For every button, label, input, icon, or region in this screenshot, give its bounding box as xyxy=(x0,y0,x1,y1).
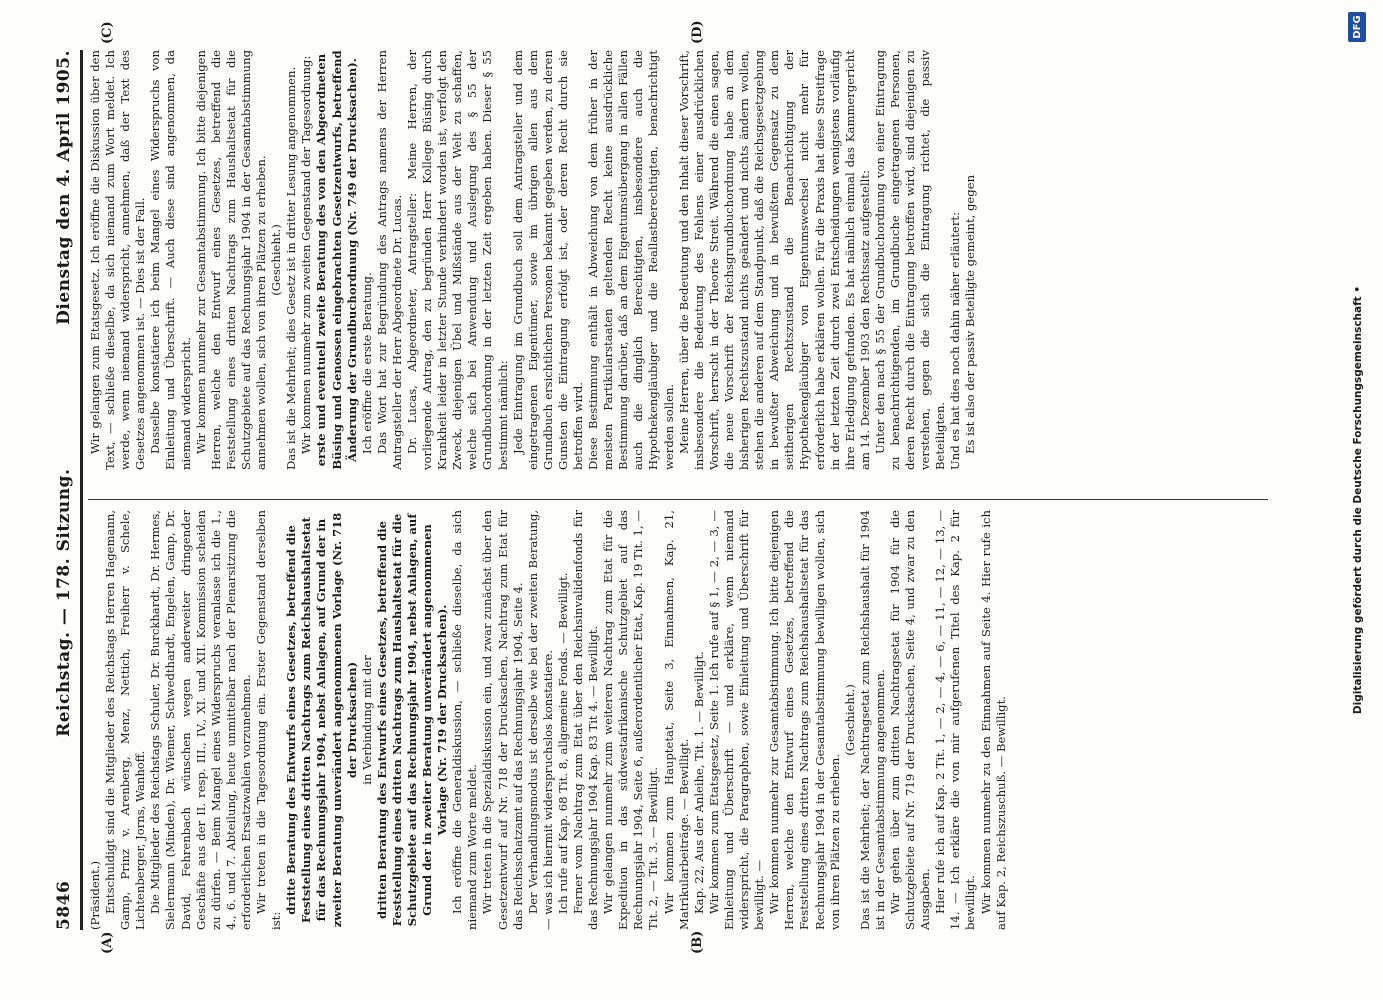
paragraph: Jede Eintragung im Grundbuch soll dem Antragsteller und dem eingetragenen Eigentümer, sowie im übrigen allen aus dem Grundbuch ersichtlichen Personen bekannt gegeben werden, zu deren Gunsten die Eintragung erfolgt ist, oder deren Recht durch sie betroffen wird. xyxy=(510,50,585,470)
paragraph: Hier rufe ich auf Kap. 2 Tit. 1, — 2, — 4, — 6, — 11, — 12, — 13, — 14. — Ich erkläre die von mir aufgerufenen Titel des Kap. 2 für bewilligt. xyxy=(933,510,978,930)
paragraph: Das Wort hat zur Begründung des Antrags namens der Herren Antragsteller der Herr Abgeordnete Dr. Lucas. xyxy=(374,50,404,470)
paragraph: Das ist die Mehrheit; dies Gesetz ist in dritter Lesung angenommen. xyxy=(284,66,299,470)
paragraph: (Geschieht.) xyxy=(842,684,857,756)
paragraph: Wir gelangen zum Etatsgesetz. Ich eröffne die Diskussion über den Text, — schließe dieselbe, da sich niemand zum Wort meldet. Ich werde, wenn niemand widerspricht, annehmen, daß der Text des Gesetzes angenommen ist. — Dies ist der Fall. xyxy=(88,50,148,470)
paragraph: dritten Beratung des Entwurfs eines Gesetzes, betreffend die Feststellung eines dritten Nachtrags zum Haushaltsetat für die Schutzgebiete auf das Rechnungsjahr 1904, nebst Anlagen, auf Grund der in zweiter Beratung unverändert angenommenen Vorlage (Nr. 719 der Drucksachen). xyxy=(374,513,450,927)
paragraph: Und es hat dies noch dahin näher erläutert: xyxy=(948,212,963,470)
header-title: Reichstag. — 178. Sitzung. xyxy=(54,468,74,737)
paragraph: (Geschieht.) xyxy=(269,224,284,296)
paragraph: Wir kommen nunmehr zu den Einnahmen auf Seite 4. Hier rufe ich auf Kap. 2, Reichszuschuß. — Bewilligt. xyxy=(978,510,1008,930)
paragraph: Die Mitglieder des Reichstags Schuler, Dr. Burckhardt, Dr. Hermes, Sielermann (Minden), Dr. Wiemer, Schwedthardt, Engelen, Gamp, Dr. David, Fehrenbach wünschen wegen anderweiter dringender Geschäfte aus der II. resp. III., IV., XI. und XII. Kommission scheiden zu dürfen. — Beim Mangel eines Widerspruchs veranlasse ich die 1., 4., 6. und 7. Abteilung, heute unmittelbar nach der Plenarsitzung die erforderlichen Ersatzwahlen vorzunehmen. xyxy=(148,510,253,930)
dfg-logo: DFG xyxy=(1348,12,1366,42)
paragraph: (Präsident.) xyxy=(88,860,102,930)
paragraph: Wir kommen nunmehr zur Gesamtabstimmung. Ich bitte diejenigen Herren, welche den Entwurf eines Gesetzes, betreffend die Feststellung eines dritten Nachtrags zum Reichshaushaltsetat für das Rechnungsjahr 1904 in der Gesamtabstimmung bewilligen wollen, sich von ihren Plätzen zu erheben. xyxy=(767,510,842,930)
paragraph: Diese Bestimmung enthält in Abweichung von dem früher in der meisten Partikularstaaten geltenden Recht keine ausdrückliche Bestimmung darüber, daß an dem Eigentumsübergang in allen Fällen auch die dinglich Berechtigten, insbesondere auch die Hypothekengläubiger und die Reallastberechtigten, benachrichtigt werden sollen. xyxy=(586,50,676,470)
margin-marker-a: (A) xyxy=(100,931,115,954)
paragraph: dritte Beratung des Entwurfs eines Gesetzes, betreffend die Feststellung eines dritten Nachtrags zum Reichshaushaltsetat für das Rechnungsjahr 1904, nebst Anlagen, auf Grund der in zweiter Beratung unverändert angenommenen Vorlage (Nr. 718 der Drucksachen) xyxy=(284,512,359,928)
right-text-column xyxy=(88,50,1268,470)
paragraph: Wir kommen nunmehr zum zweiten Gegenstand der Tagesordnung: xyxy=(299,55,314,454)
paragraph: Wir treten in die Spezialdiskussion ein, und zwar zunächst über den Gesetzentwurf auf Nr. 718 der Drucksachen, Nachtrag zum Etat für das Reichsschatzamt auf das Rechnungsjahr 1904, Seite 4. xyxy=(480,510,525,930)
paragraph: Dasselbe konstatiere ich beim Mangel eines Widerspruchs von Einleitung und Überschrift. — Auch diese sind angenommen, da niemand widerspricht. xyxy=(148,50,193,470)
paragraph: Wir kommen zum Hauptetat, Seite 3, Einnahmen, Kap. 21, Matrikularbeiträge. — Bewilligt. xyxy=(661,510,691,930)
paragraph: Es ist also der passiv Beteiligte gemeint, gegen xyxy=(963,174,978,454)
paragraph: Wir kommen nunmehr zur Gesamtabstimmung. Ich bitte diejenigen Herren, welche den Entwurf eines Gesetzes, betreffend die Feststellung eines dritten Nachtrags zum Haushaltsetat für die Schutzgebiete auf das Rechnungsjahr 1904 in der Gesamtabstimmung annehmen wollen, sich von ihren Plätzen zu erheben. xyxy=(193,50,269,470)
margin-marker-c: (C) xyxy=(100,21,115,44)
paragraph: Wir treten in die Tagesordnung ein. Erster Gegenstand derselben ist: xyxy=(254,510,284,930)
paragraph: Ich rufe auf Kap. 68 Tit. 8, allgemeine Fonds. — Bewilligt. xyxy=(555,572,570,914)
paragraph: Der Verhandlungsmodus ist derselbe wie bei der zweiten Beratung, — was ich hiermit widerspruchslos konstatiere. xyxy=(525,510,555,930)
paragraph: Das ist die Mehrheit; der Nachtragsetat zum Reichshaushalt für 1904 ist in der Gesamtabstimmung angenommen. xyxy=(857,510,887,930)
paragraph: Ich eröffne die Generaldiskussion, — schließe dieselbe, da sich niemand zum Worte meldet. xyxy=(450,510,480,930)
digitization-note: Digitalisierung gefördert durch die Deutsche Forschungsgemeinschaft • xyxy=(1352,285,1364,715)
paragraph: Unter den nach § 55 der Grundbuchordnung von einer Eintragung zu benachrichtigenden, im Grundbuche eingetragenen Personen, deren Recht durch die Eintragung betroffen wird, sind diejenigen zu verstehen, gegen die sich die Eintragung richtet, die passiv Beteiligten. xyxy=(872,50,948,470)
header-date: Dienstag den 4. April 1905. xyxy=(54,50,74,325)
paragraph: erste und eventuell zweite Beratung des von den Abgeordneten Büsing und Genossen eingebrachten Gesetzentwurfs, betreffend Änderung der Grundbuchordnung (Nr. 749 der Drucksachen). xyxy=(314,50,359,470)
page-number: 5846 xyxy=(54,880,74,930)
left-text-column xyxy=(88,510,1268,930)
paragraph: Meine Herren, über die Bedeutung und den Inhalt dieser Vorschrift, insbesondere die Bedeutung des Fehlens einer ausdrücklichen Vorschrift, herrscht in der Theorie Streit. Während die einen sagen, die neue Vorschrift der Reichsgrundbuchordnung habe an dem bisherigen Rechtszustand nichts geändert und nichts ändern wollen, stehen die anderen auf dem Standpunkt, daß die Reichsgesetzgebung in bewußter Abweichung und in bewußtem Gegensatz zu dem seitherigen Rechtszustand die Benachrichtigung der Hypothekengläubiger von Eigentumswechsel nicht mehr für erforderlich habe erklären wollen. Für die Praxis hat diese Streitfrage in der letzten Zeit durch zwei Entscheidungen wenigstens vorläufig ihre Erledigung gefunden. Es hat nämlich einmal das Kammergericht am 14. Dezember 1903 den Rechtssatz aufgestellt: xyxy=(676,50,872,470)
paragraph: Ferner vom Nachtrag zum Etat über den Reichsinvalidenfonds für das Rechnungsjahr 1904 Kap. 83 Tit 4. — Bewilligt. xyxy=(571,510,601,930)
paragraph: Wir kommen zum Etatsgesetz, Seite 1. Ich rufe auf § 1, — 2, — 3, — Einleitung und Überschrift — und erkläre, wenn niemand widerspricht, die Paragraphen, sowie Einleitung und Überschrift für bewilligt. — xyxy=(706,510,767,930)
paragraph: in Verbindung mit der xyxy=(359,655,374,785)
margin-marker-b: (B) xyxy=(690,930,705,954)
header-rule xyxy=(80,50,83,930)
page-header xyxy=(40,50,74,930)
paragraph: Wir gelangen nunmehr zum weiteren Nachtrag zum Etat für die Expedition in das südwestafrikanische Schutzgebiet auf das Rechnungsjahr 1904, Seite 6, außerordentlicher Etat, Kap. 19 Tit. 1, — Tit. 2, — Tit. 3. — Bewilligt. xyxy=(601,510,661,930)
paragraph: Wir gehen über zum dritten Nachtragsetat für 1904 für die Schutzgebiete auf Nr. 719 der Drucksachen, Seite 4, und zwar zu den Ausgaben. xyxy=(887,510,933,930)
paragraph: Dr. Lucas, Abgeordneter, Antragsteller: Meine Herren, der vorliegende Antrag, den zu begründen Herr Kollege Büsing durch Krankheit leider in letzter Stunde verhindert worden ist, verfolgt den Zweck, diejenigen Übel und Mißstände aus der Welt zu schaffen, welche sich bei Anwendung und Auslegung des § 55 der Grundbuchordnung in der letzten Zeit ergeben haben. Dieser § 55 bestimmt nämlich: xyxy=(404,50,510,470)
paragraph: Kap. 22, Aus der Anleihe, Tit. 1. — Bewilligt. xyxy=(691,651,706,914)
margin-marker-d: (D) xyxy=(690,20,705,44)
column-divider xyxy=(88,499,1268,500)
paragraph: Entschuldigt sind die Mitglieder des Reichstags Herren Hagemann, Gamp, Prinz v. Arenberg, Menz, Nettich, Freiherr v. Schele, Lichtenberger, Jorns, Wanhoff. xyxy=(103,510,148,930)
paragraph: Ich eröffne die erste Beratung. xyxy=(359,272,374,454)
